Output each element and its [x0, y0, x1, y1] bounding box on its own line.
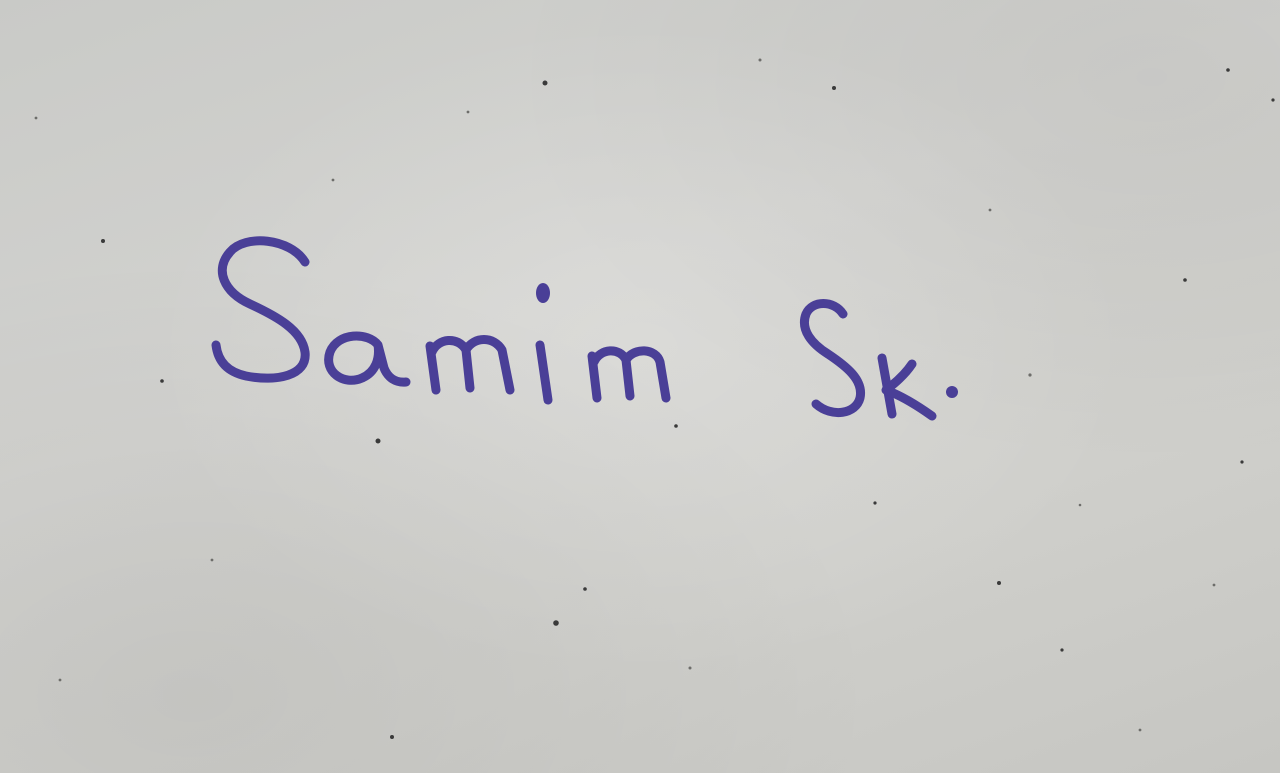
handwritten-signature: [216, 241, 958, 416]
paper-specks: [35, 59, 1275, 740]
ink-strokes: [216, 241, 932, 416]
